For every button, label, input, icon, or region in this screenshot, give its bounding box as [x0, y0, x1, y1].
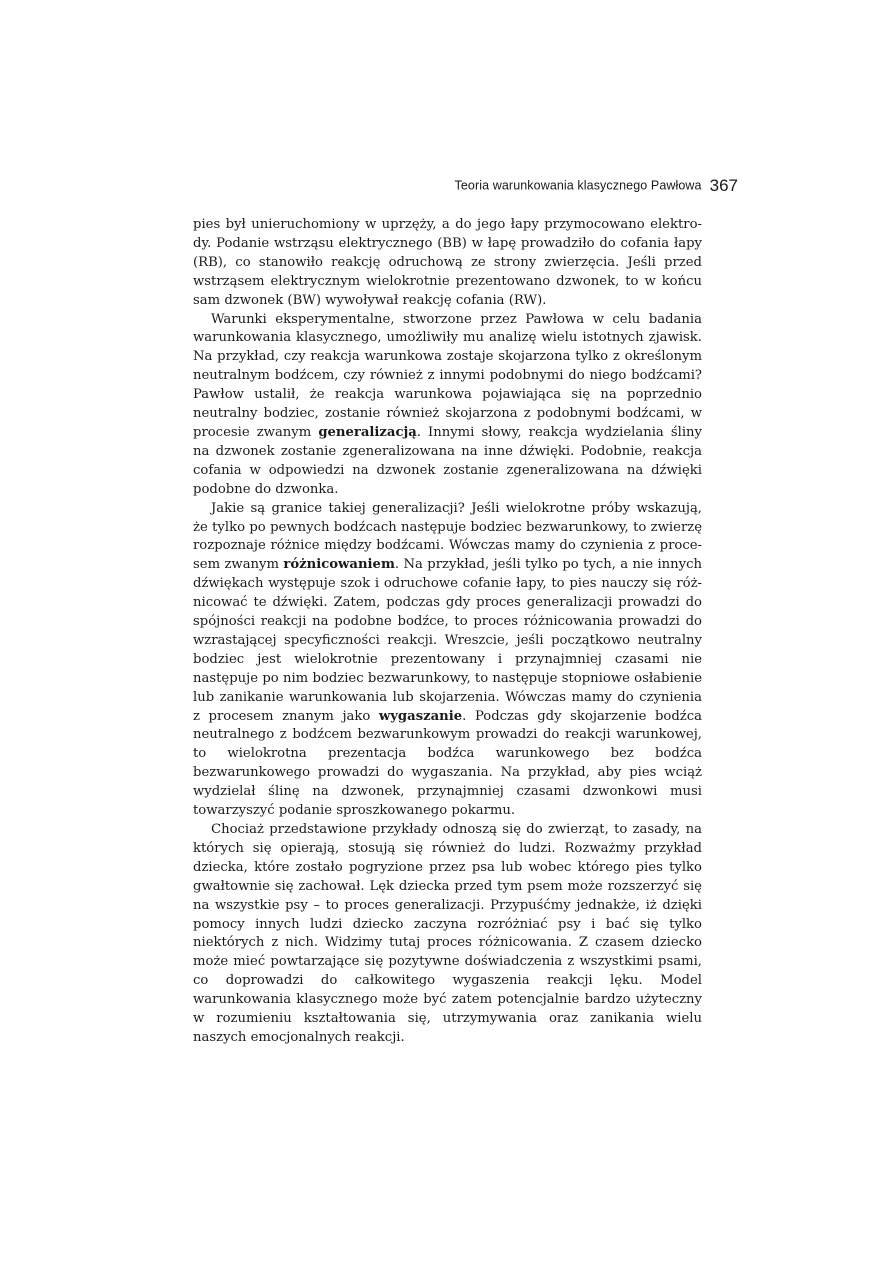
paragraph-2 — [193, 311, 702, 500]
paragraph-3 — [193, 500, 702, 821]
paragraph-2-text-2: . Innymi słowy, reakcja wydzielania śliny na dzwonek zostanie zgeneralizowana na inne dźwięki. Podobnie, reakcja cofania w odpowiedzi na dzwonek zostanie zgeneralizowana na dźwięki podobne do dzwonka. — [193, 424, 702, 497]
term-generalization: generalizacją — [318, 424, 417, 440]
paragraph-4-text: Chociaż przedstawione przykłady odnoszą się do zwierząt, to zasady, na których się opierają, stosują się również do ludzi. Rozważmy przykład dziecka, które zostało pogryzione przez psa lub wobec którego pies tylko gwałtownie się zachował. Lęk dziecka przed tym psem może rozszerzyć się na wszystkie psy – to proces generalizacji. Przypuśćmy jednakże, iż dzięki pomocy innych ludzi dziecko zaczyna rozróżniać psy i bać się tylko niektórych z nich. Widzimy tutaj proces różnicowania. Z czasem dziecko może mieć powtarzające się pozytywne doświadczenia z wszystkimi psami, co doprowadzi do całkowitego wygaszenia reakcji lęku. Model warunkowania klasycznego może być zatem potencjalnie bardzo użyteczny w rozumieniu kształtowania się, utrzymywania oraz zanikania wielu naszych emocjonalnych reakcji. — [193, 822, 702, 1045]
paragraph-3-text-3: . Podczas gdy skojarzenie bodźca neutralnego z bodźcem bezwarunkowym prowadzi do reakcji warunkowej, to wielokrotna prezentacja bodźca warunkowego bez bodźca bezwarunkowego prowadzi do wygaszania. Na przykład, aby pies wciąż wydzielał ślinę na dzwonek, przynajmniej czasami dzwonkowi musi towarzyszyć podanie sproszkowanego pokarmu. — [193, 708, 702, 819]
body-text — [193, 216, 702, 1048]
paragraph-3-text-1: Jakie są granice takiej generalizacji? Jeśli wielokrotne próby wskazują, że tylko po pewnych bodźcach następuje bodziec bezwarunkowy, to zwierzę rozpoznaje różnice między bodźcami. Wówczas mamy do czynienia z procesem zwanym — [193, 500, 702, 573]
paragraph-3-text-2: . Na przykład, jeśli tylko po tych, a nie innych dźwiękach występuje szok i odruchowe cofanie łapy, to pies nauczy się różnicować te dźwięki. Zatem, podczas gdy proces generalizacji prowadzi do spójności reakcji na podobne bodźce, to proces różnicowania prowadzi do wzrastającej specyficzności reakcji. Wreszcie, jeśli początkowo neutralny bodziec jest wielokrotnie prezentowany i przynajmniej czasami nie następuje po nim bodziec bezwarunkowy, to następuje stopniowe osłabienie lub zanikanie warunkowania lub skojarzenia. Wówczas mamy do czynienia z procesem znanym jako — [193, 557, 702, 724]
running-header — [190, 175, 738, 196]
page-number: 367 — [709, 175, 738, 195]
term-differentiation: różnicowaniem — [283, 557, 395, 573]
paragraph-2-text-1: Warunki eksperymentalne, stworzone przez Pawłowa w celu badania warunkowania klasycznego, umożliwiły mu analizę wielu istotnych zjawisk. Na przykład, czy reakcja warunkowa zostaje skojarzona tylko z określonym neutralnym bodźcem, czy również z innymi podobnymi do niego bodźcami? Pawłow ustalił, że reakcja warunkowa pojawiająca się na poprzednio neutralny bodziec, zostanie również skojarzona z podobnymi bodźcami, w procesie zwanym — [193, 311, 702, 440]
term-extinction: wygaszanie — [378, 708, 463, 724]
paragraph-1-text: pies był unieruchomiony w uprzęży, a do jego łapy przymocowano elektrody. Podanie wstrząsu elektrycznego (BB) w łapę prowadziło do cofania łapy (RB), co stanowiło reakcję odruchową ze strony zwierzęcia. Jeśli przed wstrząsem elektrycznym wielokrotnie prezentowano dzwonek, to w końcu sam dzwonek (BW) wywoływał reakcję cofania (RW). — [193, 217, 702, 308]
running-title: Teoria warunkowania klasycznego Pawłowa — [454, 178, 702, 193]
paragraph-4 — [193, 821, 702, 1048]
paragraph-1 — [193, 216, 702, 311]
